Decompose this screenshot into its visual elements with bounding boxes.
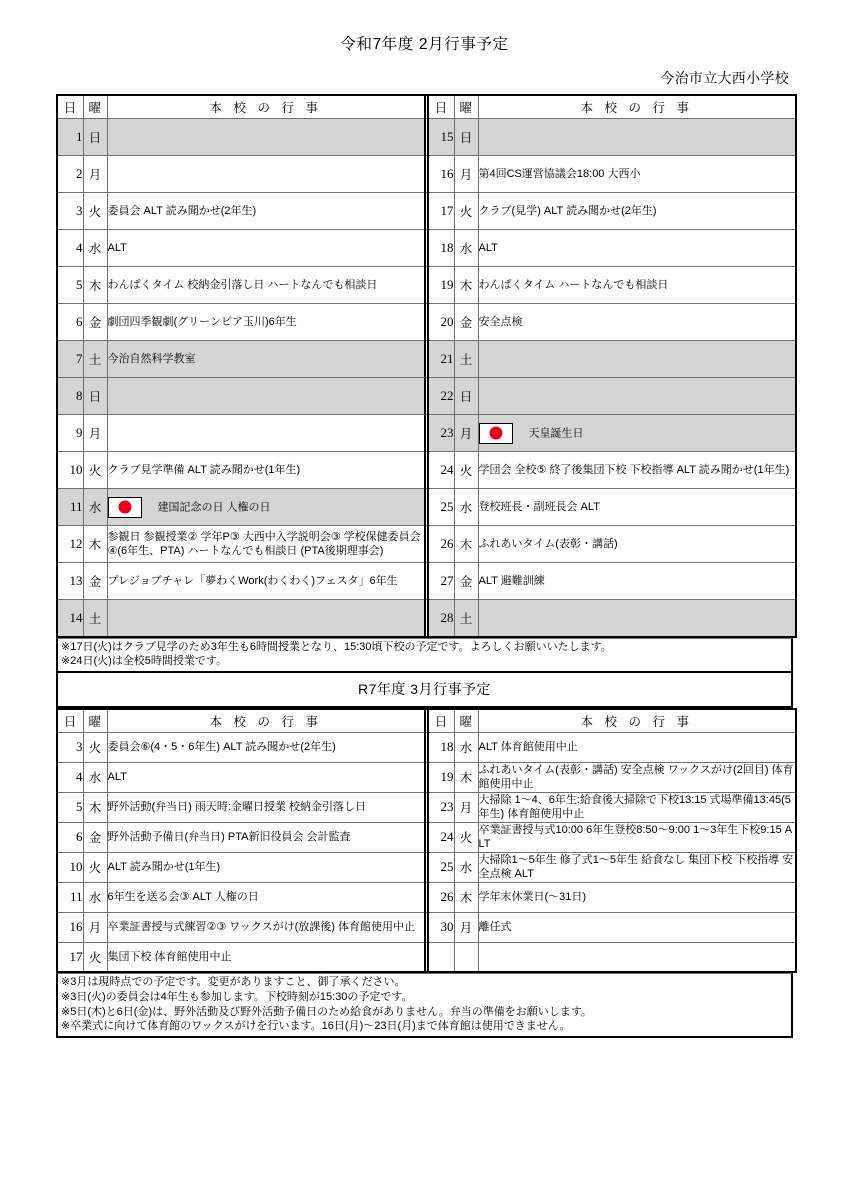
cell-events: 登校班長・副班長会 ALT [478,489,796,526]
cell-day: 17 [57,942,83,972]
japanese-flag-icon [108,497,142,518]
cell-day: 9 [57,415,83,452]
table-row [57,600,796,637]
cell-weekday: 月 [454,792,478,822]
march-section-title: R7年度 3月行事予定 [56,673,793,708]
cell-weekday: 土 [83,600,107,637]
cell-events: わんぱくタイム 校納金引落し日 ハートなんでも相談日 [107,267,425,304]
cell-events: 大掃除 1～4、6年生:給食後大掃除で下校13:15 式場準備13:45(5年生) 体育館使用中止 [478,792,796,822]
cell-weekday: 水 [83,230,107,267]
cell-events: 学団会 全校⑤ 終了後集団下校 下校指導 ALT 読み聞かせ(1年生) [478,452,796,489]
table-row [57,156,796,193]
cell-day: 30 [428,912,454,942]
table-row [57,452,796,489]
cell-day: 14 [57,600,83,637]
cell-weekday: 水 [83,882,107,912]
cell-day: 27 [428,563,454,600]
cell-events: 第4回CS運営協議会18:00 大西小 [478,156,796,193]
cell-weekday: 月 [83,156,107,193]
cell-events: ふれあいタイム(表彰・講話) [478,526,796,563]
cell-day: 6 [57,822,83,852]
note-line: ※5日(木)と6日(金)は、野外活動及び野外活動予備日のため給食がありません。弁当の準備をお願いします。 [61,1005,592,1018]
table-row [57,304,796,341]
table-row [57,762,796,792]
cell-day: 13 [57,563,83,600]
cell-weekday: 木 [83,267,107,304]
cell-events: 委員会⑥(4・5・6年生) ALT 読み聞かせ(2年生) [107,732,425,762]
cell-events [478,378,796,415]
cell-events: ALT [107,762,425,792]
cell-weekday: 日 [83,378,107,415]
cell-events: 卒業証書授与式練習②③ ワックスがけ(放課後) 体育館使用中止 [107,912,425,942]
cell-weekday: 水 [83,489,107,526]
february-schedule-table [56,94,797,638]
note-line: ※卒業式に向けて体育館のワックスがけを行います。16日(月)～23日(月)まで体育館は使用できません。 [61,1020,571,1033]
cell-weekday: 金 [454,563,478,600]
cell-day: 4 [57,230,83,267]
header-events-left: 本 校 の 行 事 [107,95,425,119]
cell-weekday: 木 [454,267,478,304]
cell-weekday: 木 [83,792,107,822]
cell-events: 6年生を送る会③ ALT 人権の日 [107,882,425,912]
cell-day: 11 [57,882,83,912]
cell-day: 16 [428,156,454,193]
cell-weekday: 月 [83,415,107,452]
cell-weekday: 火 [83,852,107,882]
cell-events [107,156,425,193]
cell-day: 11 [57,489,83,526]
cell-day: 24 [428,822,454,852]
cell-events: 今治自然科学教室 [107,341,425,378]
school-name: 今治市立大西小学校 [660,70,789,86]
cell-events: 劇団四季観劇(グリーンピア玉川)6年生 [107,304,425,341]
table-row [57,732,796,762]
cell-events: ALT [478,230,796,267]
cell-weekday: 水 [454,230,478,267]
cell-events: 安全点検 [478,304,796,341]
header-day-left: 日 [57,95,83,119]
cell-day: 15 [428,119,454,156]
cell-day: 16 [57,912,83,942]
march-schedule-table [56,708,797,974]
header-events-left: 本 校 の 行 事 [107,709,425,733]
cell-day: 1 [57,119,83,156]
cell-day: 4 [57,762,83,792]
cell-events: 学年末休業日(～31日) [478,882,796,912]
cell-events: 参観日 参観授業② 学年P③ 大西中入学説明会③ 学校保健委員会④(6年生、PTA) ハートなんでも相談日 (PTA後期理事会) [107,526,425,563]
header-day-left: 日 [57,709,83,733]
table-row [57,193,796,230]
cell-events: 集団下校 体育館使用中止 [107,942,425,972]
cell-day: 23 [428,792,454,822]
cell-day: 17 [428,193,454,230]
table-row [57,230,796,267]
cell-weekday: 水 [454,732,478,762]
cell-events [478,600,796,637]
table-header-row [57,95,796,119]
cell-weekday: 日 [454,378,478,415]
cell-weekday: 木 [454,762,478,792]
cell-day: 12 [57,526,83,563]
cell-events: 野外活動予備日(弁当日) PTA新旧役員会 会計監査 [107,822,425,852]
table-row [57,882,796,912]
cell-day: 6 [57,304,83,341]
note-line: ※24日(火)は全校5時間授業です。 [61,655,228,668]
cell-weekday: 木 [454,882,478,912]
note-line: ※17日(火)はクラブ見学のため3年生も6時間授業となり、15:30頃下校の予定です。よろしくお願いいたします。 [61,640,612,653]
cell-day: 10 [57,852,83,882]
cell-weekday: 火 [454,193,478,230]
cell-day: 25 [428,489,454,526]
cell-weekday: 月 [454,156,478,193]
cell-weekday: 月 [454,415,478,452]
cell-weekday [454,942,478,972]
cell-events: ふれあいタイム(表彰・講話) 安全点検 ワックスがけ(2回目) 体育館使用中止 [478,762,796,792]
header-dow-right: 曜 [454,709,478,733]
holiday-label: 建国記念の日 人権の日 [157,500,271,513]
cell-weekday: 土 [454,600,478,637]
header-dow-left: 曜 [83,95,107,119]
cell-events: わんぱくタイム ハートなんでも相談日 [478,267,796,304]
cell-day: 26 [428,882,454,912]
note-line: ※3日(火)の委員会は4年生も参加します。下校時刻が15:30の予定です。 [61,990,413,1003]
header-dow-right: 曜 [454,95,478,119]
cell-day: 5 [57,267,83,304]
cell-weekday: 水 [454,852,478,882]
cell-events: クラブ見学準備 ALT 読み聞かせ(1年生) [107,452,425,489]
cell-weekday: 土 [454,341,478,378]
cell-events [107,119,425,156]
cell-events: 卒業証書授与式10:00 6年生登校8:50～9:00 1～3年生下校9:15 ALT [478,822,796,852]
march-notes [56,973,793,1038]
table-row [57,852,796,882]
cell-events: ALT 体育館使用中止 [478,732,796,762]
cell-day: 28 [428,600,454,637]
cell-day: 26 [428,526,454,563]
cell-events: 離任式 [478,912,796,942]
cell-day: 18 [428,732,454,762]
cell-day: 22 [428,378,454,415]
cell-weekday: 金 [454,304,478,341]
table-row [57,563,796,600]
cell-events: 野外活動(弁当日) 雨天時:金曜日授業 校納金引落し日 [107,792,425,822]
cell-day: 3 [57,732,83,762]
note-line: ※3月は現時点での予定です。変更がありますこと、御了承ください。 [61,976,406,989]
table-row [57,267,796,304]
cell-day: 19 [428,762,454,792]
table-row [57,119,796,156]
cell-events: プレジョブチャレ「夢わくWork(わくわく)フェスタ」6年生 [107,563,425,600]
table-row [57,792,796,822]
table-row [57,526,796,563]
cell-events [107,600,425,637]
cell-events: 委員会 ALT 読み聞かせ(2年生) [107,193,425,230]
cell-weekday: 火 [83,193,107,230]
cell-weekday: 木 [83,526,107,563]
cell-weekday: 月 [454,912,478,942]
cell-events [107,378,425,415]
header-day-right: 日 [428,95,454,119]
cell-weekday: 火 [83,732,107,762]
cell-events: 大掃除1～5年生 修了式1～5年生 給食なし 集団下校 下校指導 安全点検 ALT [478,852,796,882]
cell-events: ALT [107,230,425,267]
cell-day: 21 [428,341,454,378]
cell-day: 2 [57,156,83,193]
header-day-right: 日 [428,709,454,733]
cell-events: ALT 避難訓練 [478,563,796,600]
cell-weekday: 火 [83,942,107,972]
cell-day: 3 [57,193,83,230]
table-row [57,378,796,415]
cell-events [478,119,796,156]
cell-weekday: 木 [454,526,478,563]
table-row [57,942,796,972]
cell-weekday: 火 [454,452,478,489]
cell-day: 19 [428,267,454,304]
cell-day: 18 [428,230,454,267]
holiday-label: 天皇誕生日 [528,426,584,439]
cell-day [428,942,454,972]
japanese-flag-icon [479,423,513,444]
cell-weekday: 火 [454,822,478,852]
cell-events [478,341,796,378]
cell-weekday: 水 [454,489,478,526]
table-row [57,341,796,378]
february-notes [56,638,793,673]
cell-events [478,942,796,972]
header-dow-left: 曜 [83,709,107,733]
cell-weekday: 金 [83,563,107,600]
cell-weekday: 月 [83,912,107,942]
table-row [57,489,796,526]
table-row [57,415,796,452]
cell-weekday: 金 [83,822,107,852]
cell-day: 23 [428,415,454,452]
cell-events [107,415,425,452]
page-title: 令和7年度 2月行事予定 [340,36,509,53]
cell-weekday: 金 [83,304,107,341]
header-events-right: 本 校 の 行 事 [478,95,796,119]
cell-weekday: 水 [83,762,107,792]
header-events-right: 本 校 の 行 事 [478,709,796,733]
cell-day: 20 [428,304,454,341]
table-row [57,822,796,852]
cell-weekday: 土 [83,341,107,378]
table-header-row [57,709,796,733]
cell-weekday: 日 [454,119,478,156]
cell-weekday: 日 [83,119,107,156]
cell-day: 7 [57,341,83,378]
cell-events: ALT 読み聞かせ(1年生) [107,852,425,882]
cell-weekday: 火 [83,452,107,489]
cell-day: 10 [57,452,83,489]
cell-day: 25 [428,852,454,882]
cell-events [478,415,796,452]
cell-events [107,489,425,526]
cell-day: 5 [57,792,83,822]
cell-day: 8 [57,378,83,415]
cell-events: クラブ(見学) ALT 読み聞かせ(2年生) [478,193,796,230]
table-row [57,912,796,942]
cell-day: 24 [428,452,454,489]
